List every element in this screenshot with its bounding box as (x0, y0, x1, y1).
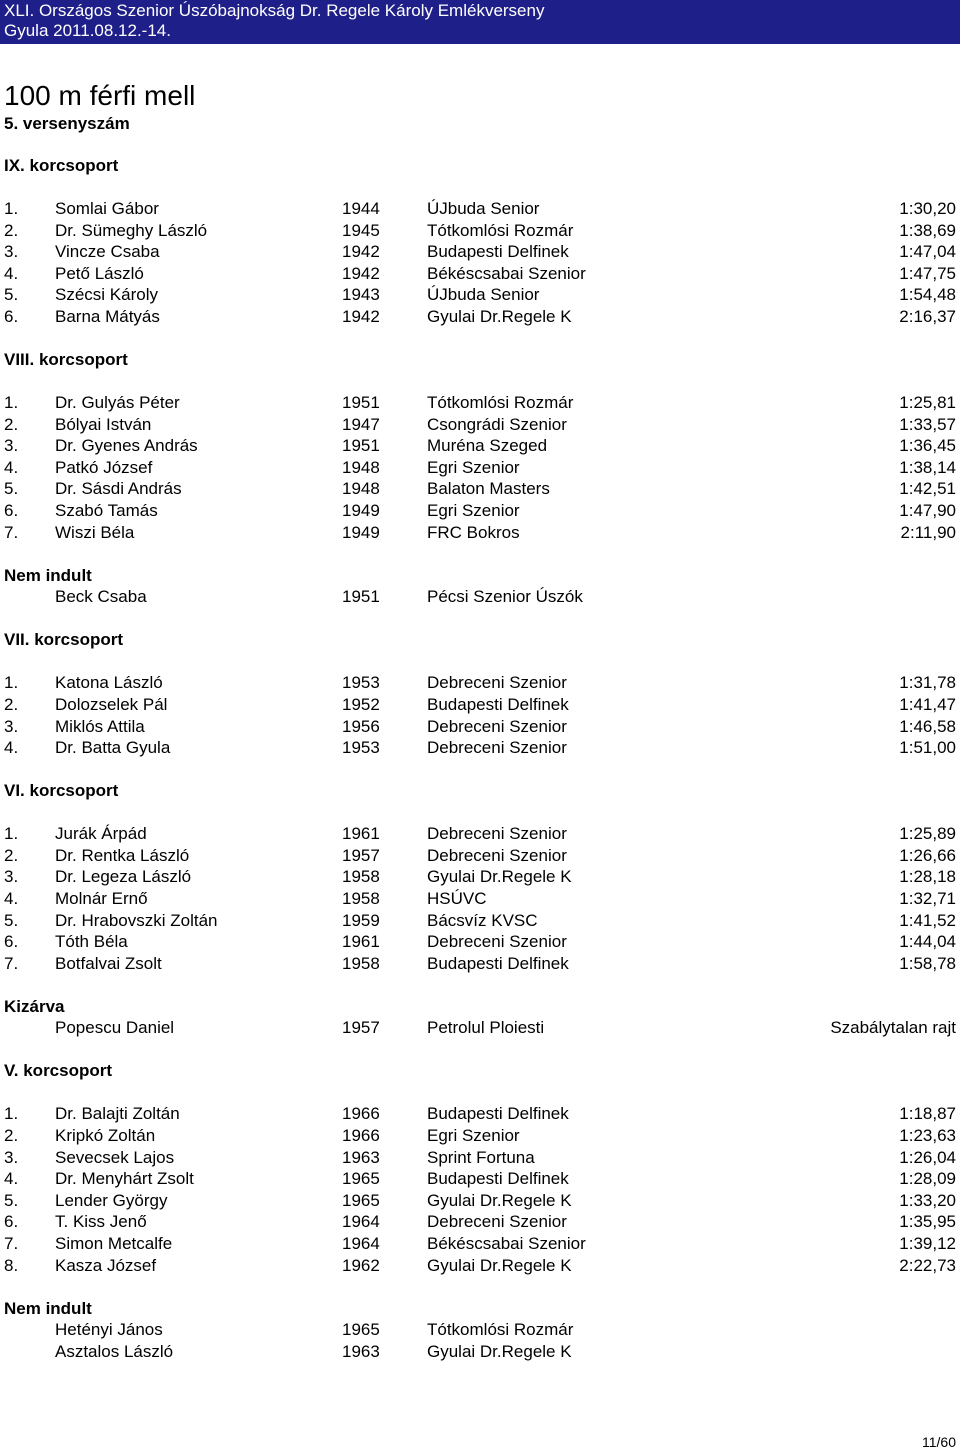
age-group-heading: IX. korcsoport (4, 156, 119, 175)
rank: 3. (4, 1147, 19, 1167)
birth-year: 1952 (342, 694, 380, 714)
club-name: ÚJbuda Senior (427, 199, 540, 218)
rank: 5. (4, 1190, 19, 1210)
rank: 2. (4, 845, 19, 865)
birth-year: 1965 (342, 1320, 380, 1340)
result-row (0, 478, 960, 500)
swimmer-name: Dr. Batta Gyula (55, 738, 171, 758)
result-time: 1:25,89 (899, 824, 956, 844)
swimmer-name: Molnár Ernő (55, 888, 148, 908)
status-list (0, 1017, 960, 1039)
result-time: 2:11,90 (900, 522, 956, 542)
club-name: Gyulai Dr.Regele K (427, 306, 572, 326)
result-row (0, 586, 960, 608)
club-name: Békéscsabai Szenior (427, 263, 586, 283)
rank: 7. (4, 953, 19, 973)
result-row (0, 888, 960, 910)
club-name: Budapesti Delfinek (427, 953, 569, 973)
swimmer-name: Jurák Árpád (55, 824, 147, 844)
rank: 2. (4, 1126, 19, 1146)
result-time: 1:18,87 (899, 1104, 956, 1124)
swimmer-name: T. Kiss Jenő (55, 1212, 147, 1232)
result-time: 1:47,75 (899, 263, 956, 283)
club-name: Muréna Szeged (427, 436, 548, 456)
rank: 2. (4, 694, 19, 714)
club-name: Debreceni Szenior (427, 845, 567, 865)
swimmer-name: Miklós Attila (55, 716, 145, 736)
result-time: 1:54,48 (899, 285, 956, 305)
swimmer-name: Dr. Gyenes András (55, 436, 198, 456)
rank: 1. (4, 1104, 19, 1124)
club-name: Tótkomlósi Rozmár (427, 220, 574, 240)
result-row (0, 1190, 960, 1212)
swimmer-name: Asztalos László (55, 1341, 174, 1361)
result-row (0, 1103, 960, 1125)
result-time: 1:47,90 (899, 501, 956, 521)
birth-year: 1962 (342, 1255, 380, 1275)
club-name: Egri Szenior (427, 457, 520, 477)
birth-year: 1942 (342, 306, 380, 326)
birth-year: 1963 (342, 1147, 380, 1167)
club-name: Gyulai Dr.Regele K (427, 1341, 572, 1361)
result-row (0, 953, 960, 975)
club-name: Petrolul Ploiesti (427, 1018, 545, 1038)
result-time: 1:26,04 (899, 1147, 956, 1167)
result-row (0, 737, 960, 759)
birth-year: 1951 (342, 436, 380, 456)
rank: 5. (4, 910, 19, 930)
result-list (0, 198, 960, 328)
age-group-heading: VII. korcsoport (4, 630, 124, 650)
club-name: Egri Szenior (427, 1126, 520, 1146)
swimmer-name: Szabó Tamás (55, 501, 158, 521)
swimmer-name: Popescu Daniel (55, 1018, 175, 1038)
birth-year: 1966 (342, 1126, 380, 1146)
birth-year: 1956 (342, 716, 380, 736)
result-row (0, 306, 960, 328)
swimmer-name: Hetényi János (55, 1320, 163, 1340)
rank: 5. (4, 479, 19, 499)
club-name: Gyulai Dr.Regele K (427, 1190, 572, 1210)
birth-year: 1948 (342, 457, 380, 477)
result-row (0, 931, 960, 953)
result-row (0, 866, 960, 888)
swimmer-name: Somlai Gábor (55, 199, 159, 218)
rank: 6. (4, 932, 19, 952)
result-time: 1:32,71 (899, 888, 956, 908)
birth-year: 1964 (342, 1212, 380, 1232)
result-row (0, 1255, 960, 1277)
result-row (0, 1233, 960, 1255)
club-name: Debreceni Szenior (427, 932, 567, 952)
result-row (0, 241, 960, 263)
result-time: 1:33,57 (899, 414, 956, 434)
status-list (0, 586, 960, 608)
birth-year: 1957 (342, 1018, 380, 1038)
result-time: 1:25,81 (899, 393, 956, 413)
result-time: 1:51,00 (899, 738, 956, 758)
result-time: 1:47,04 (899, 242, 956, 262)
event-title: 100 m férfi mell (4, 80, 196, 111)
status-heading: Nem indult (4, 565, 92, 585)
club-name: Balaton Masters (427, 479, 550, 499)
birth-year: 1951 (342, 587, 380, 607)
club-name: Debreceni Szenior (427, 738, 567, 758)
birth-year: 1958 (342, 888, 380, 908)
swimmer-name: Katona László (55, 673, 163, 693)
result-row (0, 1319, 960, 1341)
result-row (0, 694, 960, 716)
result-time: 1:30,20 (899, 199, 956, 218)
age-group-heading: VI. korcsoport (4, 781, 119, 801)
status-heading: Nem indult (4, 1298, 92, 1318)
swimmer-name: Dr. Legeza László (55, 867, 192, 887)
swimmer-name: Simon Metcalfe (55, 1234, 173, 1253)
result-row (0, 522, 960, 544)
club-name: Budapesti Delfinek (427, 1104, 569, 1124)
result-row (0, 414, 960, 436)
result-row (0, 198, 960, 220)
swimmer-name: Lender György (55, 1190, 168, 1210)
swimmer-name: Dr. Rentka László (55, 845, 190, 865)
birth-year: 1953 (342, 673, 380, 693)
result-row (0, 457, 960, 479)
club-name: Debreceni Szenior (427, 716, 567, 736)
rank: 7. (4, 1234, 19, 1253)
swimmer-name: Dr. Gulyás Péter (55, 393, 180, 413)
club-name: Csongrádi Szenior (427, 414, 567, 434)
competition-title: XLI. Országos Szenior Úszóbajnokság Dr. Regele Károly Emlékverseny (4, 1, 545, 20)
result-row (0, 220, 960, 242)
rank: 1. (4, 393, 19, 413)
club-name: FRC Bokros (427, 522, 520, 542)
club-name: Debreceni Szenior (427, 673, 567, 693)
rank: 5. (4, 285, 19, 305)
birth-year: 1966 (342, 1104, 380, 1124)
birth-year: 1943 (342, 285, 380, 305)
club-name: Pécsi Szenior Úszók (427, 587, 583, 607)
rank: 1. (4, 199, 19, 218)
result-row (0, 500, 960, 522)
result-time: 1:46,58 (899, 716, 956, 736)
birth-year: 1965 (342, 1190, 380, 1210)
club-name: HSÚVC (427, 888, 487, 908)
swimmer-name: Wiszi Béla (55, 522, 135, 542)
result-time: 1:38,14 (899, 457, 956, 477)
result-row (0, 1211, 960, 1233)
rank: 2. (4, 414, 19, 434)
result-time: 1:28,18 (899, 867, 956, 887)
birth-year: 1944 (342, 199, 380, 218)
rank: 4. (4, 457, 19, 477)
swimmer-name: Bólyai István (55, 414, 152, 434)
result-time: 2:22,73 (899, 1255, 956, 1275)
birth-year: 1958 (342, 953, 380, 973)
swimmer-name: Dr. Sümeghy László (55, 220, 208, 240)
rank: 3. (4, 242, 19, 262)
rank: 3. (4, 867, 19, 887)
swimmer-name: Dolozselek Pál (55, 694, 168, 714)
rank: 1. (4, 673, 19, 693)
status-list (0, 1319, 960, 1362)
rank: 4. (4, 263, 19, 283)
age-group-heading: V. korcsoport (4, 1061, 113, 1081)
result-list (0, 1103, 960, 1276)
rank: 4. (4, 888, 19, 908)
results-content (0, 155, 960, 1362)
result-time: 1:41,47 (899, 694, 956, 714)
result-row (0, 392, 960, 414)
birth-year: 1953 (342, 738, 380, 758)
club-name: Tótkomlósi Rozmár (427, 1320, 574, 1340)
event-number: 5. versenyszám (4, 114, 130, 133)
document-header (0, 0, 960, 44)
swimmer-name: Barna Mátyás (55, 306, 160, 326)
result-time: 1:31,78 (899, 673, 956, 693)
birth-year: 1965 (342, 1169, 380, 1189)
club-name: Tótkomlósi Rozmár (427, 393, 574, 413)
result-time: 1:35,95 (899, 1212, 956, 1232)
result-row (0, 716, 960, 738)
rank: 3. (4, 716, 19, 736)
result-row (0, 263, 960, 285)
swimmer-name: Patkó József (55, 457, 153, 477)
result-row (0, 1147, 960, 1169)
club-name: Bácsvíz KVSC (427, 910, 538, 930)
rank: 4. (4, 738, 19, 758)
competition-location-date: Gyula 2011.08.12.-14. (4, 21, 171, 40)
result-row (0, 1341, 960, 1363)
swimmer-name: Dr. Menyhárt Zsolt (55, 1169, 194, 1189)
result-time: 1:38,69 (899, 220, 956, 240)
club-name: Sprint Fortuna (427, 1147, 535, 1167)
swimmer-name: Beck Csaba (55, 587, 147, 607)
result-row (0, 823, 960, 845)
rank: 1. (4, 824, 19, 844)
club-name: Egri Szenior (427, 501, 520, 521)
club-name: ÚJbuda Senior (427, 285, 540, 305)
result-list (0, 823, 960, 974)
birth-year: 1961 (342, 824, 380, 844)
swimmer-name: Sevecsek Lajos (55, 1147, 175, 1167)
birth-year: 1948 (342, 479, 380, 499)
result-row (0, 910, 960, 932)
club-name: Gyulai Dr.Regele K (427, 867, 572, 887)
club-name: Debreceni Szenior (427, 1212, 567, 1232)
result-list (0, 672, 960, 758)
birth-year: 1959 (342, 910, 380, 930)
rank: 4. (4, 1169, 19, 1189)
result-time: 1:33,20 (899, 1190, 956, 1210)
result-row (0, 672, 960, 694)
club-name: Budapesti Delfinek (427, 694, 569, 714)
club-name: Budapesti Delfinek (427, 1169, 569, 1189)
result-row (0, 284, 960, 306)
rank: 6. (4, 1212, 19, 1232)
rank: 7. (4, 522, 19, 542)
swimmer-name: Kasza József (55, 1255, 157, 1275)
result-time: 1:39,12 (899, 1234, 956, 1253)
club-name: Debreceni Szenior (427, 824, 567, 844)
result-row (0, 845, 960, 867)
swimmer-name: Botfalvai Zsolt (55, 953, 162, 973)
result-time: 1:26,66 (899, 845, 956, 865)
birth-year: 1957 (342, 845, 380, 865)
birth-year: 1964 (342, 1234, 380, 1253)
swimmer-name: Dr. Sásdi András (55, 479, 182, 499)
result-time: 1:23,63 (899, 1126, 956, 1146)
rank: 6. (4, 306, 19, 326)
result-time: 1:58,78 (899, 953, 956, 973)
result-time: 1:28,09 (899, 1169, 956, 1189)
rank: 6. (4, 501, 19, 521)
club-name: Békéscsabai Szenior (427, 1234, 586, 1253)
result-time: 2:16,37 (899, 306, 956, 326)
swimmer-name: Dr. Hrabovszki Zoltán (55, 910, 218, 930)
swimmer-name: Tóth Béla (55, 932, 128, 952)
result-row (0, 1017, 960, 1039)
birth-year: 1949 (342, 522, 380, 542)
birth-year: 1961 (342, 932, 380, 952)
page-number: 11/60 (922, 1434, 956, 1450)
birth-year: 1942 (342, 242, 380, 262)
rank: 3. (4, 436, 19, 456)
birth-year: 1958 (342, 867, 380, 887)
swimmer-name: Vincze Csaba (55, 242, 160, 262)
rank: 2. (4, 220, 19, 240)
swimmer-name: Pető László (55, 263, 144, 283)
result-time: 1:36,45 (899, 436, 956, 456)
birth-year: 1945 (342, 220, 380, 240)
club-name: Gyulai Dr.Regele K (427, 1255, 572, 1275)
result-row (0, 435, 960, 457)
birth-year: 1963 (342, 1341, 380, 1361)
status-heading: Kizárva (4, 996, 65, 1016)
result-list (0, 392, 960, 543)
birth-year: 1942 (342, 263, 380, 283)
result-row (0, 1168, 960, 1190)
swimmer-name: Szécsi Károly (55, 285, 158, 305)
age-group-heading: VIII. korcsoport (4, 350, 128, 370)
swimmer-name: Dr. Balajti Zoltán (55, 1104, 180, 1124)
result-time: Szabálytalan rajt (830, 1018, 956, 1038)
result-row (0, 1125, 960, 1147)
birth-year: 1949 (342, 501, 380, 521)
result-time: 1:44,04 (899, 932, 956, 952)
result-time: 1:42,51 (899, 479, 956, 499)
birth-year: 1951 (342, 393, 380, 413)
result-time: 1:41,52 (899, 910, 956, 930)
rank: 8. (4, 1255, 19, 1275)
swimmer-name: Kripkó Zoltán (55, 1126, 156, 1146)
club-name: Budapesti Delfinek (427, 242, 569, 262)
birth-year: 1947 (342, 414, 380, 434)
